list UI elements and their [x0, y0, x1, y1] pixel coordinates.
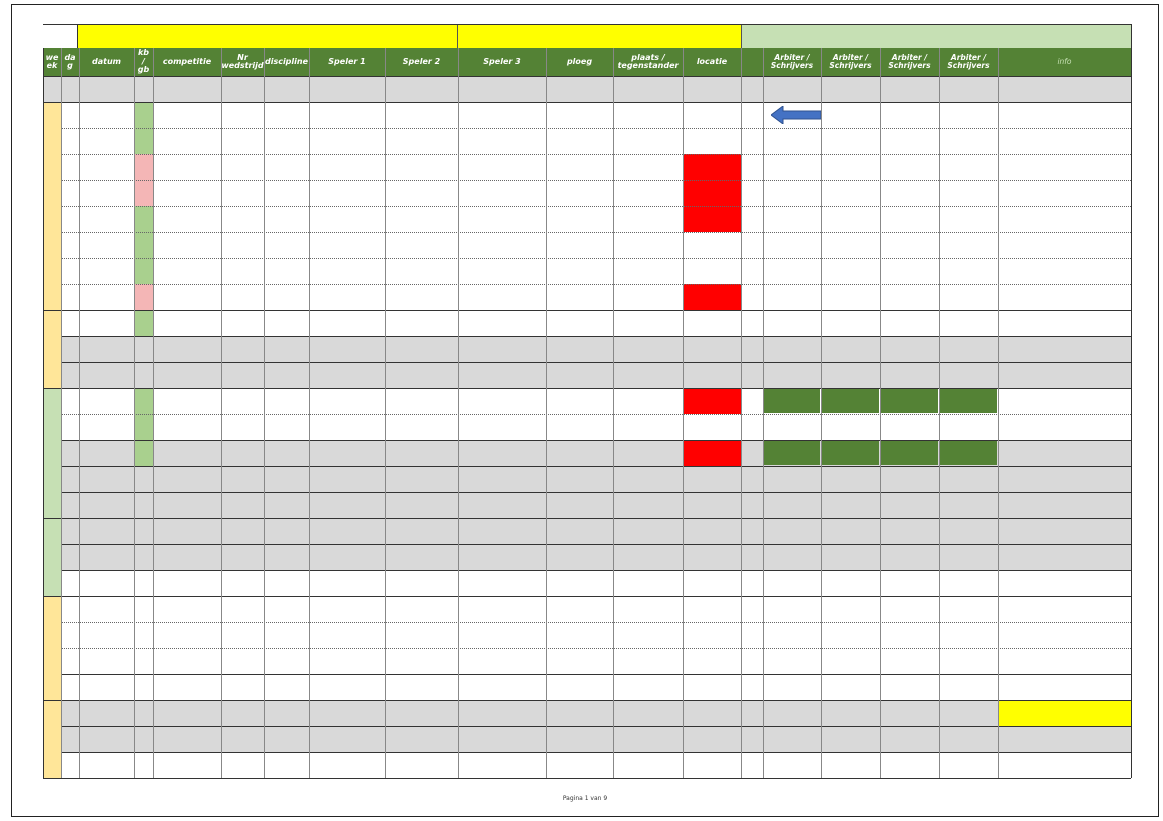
match-number-cell: [221, 128, 264, 154]
date-cell: [79, 76, 134, 102]
note-cell: [821, 102, 1131, 128]
grid-line: [385, 48, 386, 778]
grid-line: [43, 24, 1131, 25]
time-cell: [741, 232, 763, 258]
grid-line: [221, 48, 222, 778]
team-cell: [546, 154, 613, 180]
players-cell: [309, 284, 546, 310]
kb-gb-cell: [134, 440, 153, 466]
holiday-cell: [309, 466, 546, 492]
update-date: [601, 24, 681, 48]
opponent-cell: [613, 258, 683, 284]
team-cell: [546, 128, 613, 154]
column-header: [741, 48, 763, 76]
kb-gb-cell: [134, 206, 153, 232]
date-cell: [79, 596, 134, 622]
match-number-cell: [221, 258, 264, 284]
column-header: ploeg: [546, 48, 613, 76]
players-cell: [309, 206, 546, 232]
opponent-cell: [613, 414, 683, 440]
week-number: [43, 700, 61, 712]
date-cell: [79, 492, 134, 518]
competition-cell: [153, 102, 221, 128]
day-cell: [61, 466, 79, 492]
grid-line: [43, 48, 44, 778]
holiday-cell: [309, 518, 546, 544]
discipline-cell: [264, 102, 309, 128]
arbiter-cell: [940, 389, 997, 413]
time-cell: [741, 206, 763, 232]
week-letter: [43, 441, 61, 453]
match-number-cell: [221, 284, 264, 310]
grid-line: [741, 24, 742, 48]
date-cell: [79, 362, 134, 388]
column-header: datum: [79, 48, 134, 76]
grid-line: [1131, 24, 1132, 48]
holiday-cell: [309, 492, 546, 518]
location-cell: [683, 128, 741, 154]
grid-line: [61, 778, 1131, 779]
date-cell: [79, 570, 134, 596]
opponent-cell: [613, 102, 683, 128]
date-cell: [79, 310, 134, 336]
location-cell: [683, 440, 741, 466]
competition-cell: [153, 310, 221, 336]
column-header: da g: [61, 48, 79, 76]
team-cell: [546, 180, 613, 206]
grid-line: [741, 48, 742, 778]
column-header: plaats / tegenstander: [613, 48, 683, 76]
grid-line: [43, 596, 61, 597]
date-cell: [79, 622, 134, 648]
discipline-cell: [264, 154, 309, 180]
arbiter-cell: [881, 441, 938, 465]
discipline-cell: [264, 258, 309, 284]
date-cell: [79, 648, 134, 674]
column-header: kb / gb: [134, 48, 153, 76]
discipline-cell: [264, 206, 309, 232]
grid-line: [43, 102, 61, 103]
day-cell: [61, 648, 79, 674]
grid-line: [309, 48, 310, 778]
week-letter: [43, 429, 61, 441]
day-cell: [61, 76, 79, 102]
date-cell: [79, 544, 134, 570]
date-cell: [79, 700, 134, 726]
kb-gb-cell: [134, 414, 153, 440]
location-cell: [683, 102, 741, 128]
day-cell: [61, 596, 79, 622]
competition-cell: [153, 154, 221, 180]
players-cell: [309, 128, 546, 154]
date-cell: [79, 518, 134, 544]
grid-line: [613, 48, 614, 778]
day-cell: [61, 752, 79, 778]
date-cell: [79, 752, 134, 778]
kb-gb-cell: [134, 154, 153, 180]
time-cell: [741, 154, 763, 180]
kb-gb-cell: [134, 258, 153, 284]
grid-line: [821, 48, 822, 778]
column-header: Speler 1: [309, 48, 385, 76]
grid-line: [43, 76, 61, 77]
week-block: [43, 388, 61, 596]
team-cell: [546, 284, 613, 310]
time-cell: [741, 284, 763, 310]
date-cell: [79, 232, 134, 258]
location-cell: [683, 154, 741, 180]
date-cell: [79, 440, 134, 466]
discipline-cell: [264, 440, 309, 466]
players-cell: [309, 440, 546, 466]
grid-line: [43, 310, 61, 311]
discipline-cell: [264, 232, 309, 258]
date-cell: [79, 206, 134, 232]
date-cell: [79, 726, 134, 752]
players-cell: [309, 388, 546, 414]
team-cell: [546, 206, 613, 232]
day-cell: [61, 206, 79, 232]
update-label: [506, 24, 561, 48]
week-letter: [43, 648, 61, 660]
arbiter-cell: [822, 389, 879, 413]
day-cell: [61, 518, 79, 544]
grid-line: [457, 24, 458, 48]
players-cell: [309, 310, 546, 336]
competition-cell: [153, 440, 221, 466]
grid-line: [458, 48, 459, 778]
week-number: [43, 76, 61, 88]
grid-line: [43, 518, 61, 519]
column-header: Speler 2: [385, 48, 458, 76]
grid-line: [763, 48, 764, 778]
discipline-cell: [264, 414, 309, 440]
competition-cell: [153, 206, 221, 232]
match-number-cell: [221, 180, 264, 206]
week-letter: [43, 218, 61, 230]
grid-line: [153, 48, 154, 778]
grid-line: [546, 48, 547, 778]
column-header: Arbiter / Schrijvers: [880, 48, 939, 76]
column-header: competitie: [153, 48, 221, 76]
day-cell: [61, 310, 79, 336]
day-cell: [61, 544, 79, 570]
discipline-cell: [264, 310, 309, 336]
location-cell: [683, 388, 741, 414]
location-cell: [683, 258, 741, 284]
grid-line: [43, 778, 61, 779]
day-cell: [61, 232, 79, 258]
day-cell: [61, 674, 79, 700]
location-cell: [683, 180, 741, 206]
column-header: Arbiter / Schrijvers: [821, 48, 880, 76]
location-cell: [683, 310, 741, 336]
kb-gb-cell: [134, 388, 153, 414]
team-cell: [546, 102, 613, 128]
grid-line: [61, 48, 62, 778]
column-header: we ek: [43, 48, 61, 76]
holiday-cell: [309, 648, 546, 674]
column-header: Arbiter / Schrijvers: [763, 48, 821, 76]
date-cell: [79, 466, 134, 492]
arbiter-cell: [822, 441, 879, 465]
time-cell: [741, 180, 763, 206]
week-number: [43, 518, 61, 530]
opponent-cell: [613, 310, 683, 336]
kb-gb-cell: [134, 128, 153, 154]
week-letter: [43, 194, 61, 206]
grid-line: [79, 48, 80, 778]
arbiter-cell: [881, 389, 938, 413]
competition-cell: [153, 232, 221, 258]
day-cell: [61, 440, 79, 466]
match-number-cell: [221, 310, 264, 336]
grid-line: [998, 48, 999, 778]
week-letter: [43, 206, 61, 218]
day-cell: [61, 362, 79, 388]
column-header: discipline: [264, 48, 309, 76]
column-header: info: [998, 48, 1131, 76]
kb-gb-cell: [134, 102, 153, 128]
opponent-cell: [613, 180, 683, 206]
spreadsheet-page: [11, 4, 1159, 817]
day-cell: [61, 700, 79, 726]
info-cell: [998, 700, 1131, 726]
discipline-cell: [264, 388, 309, 414]
day-cell: [61, 492, 79, 518]
opponent-cell: [613, 284, 683, 310]
day-cell: [61, 622, 79, 648]
players-cell: [309, 258, 546, 284]
column-header: locatie: [683, 48, 741, 76]
location-cell: [683, 206, 741, 232]
competition-cell: [153, 414, 221, 440]
kb-gb-cell: [134, 232, 153, 258]
time-cell: [741, 102, 763, 128]
discipline-cell: [264, 284, 309, 310]
kb-gb-cell: [134, 310, 153, 336]
week-number: [43, 310, 61, 322]
grid-line: [264, 48, 265, 778]
time-cell: [741, 128, 763, 154]
competition-cell: [153, 180, 221, 206]
grid-line: [880, 48, 881, 778]
holiday-cell: [309, 674, 546, 700]
competition-cell: [153, 258, 221, 284]
week-letter: [43, 660, 61, 672]
players-cell: [309, 102, 546, 128]
grid-line: [939, 48, 940, 778]
discipline-cell: [264, 180, 309, 206]
kb-gb-cell: [134, 180, 153, 206]
match-number-cell: [221, 206, 264, 232]
competition-cell: [153, 128, 221, 154]
players-cell: [309, 154, 546, 180]
match-number-cell: [221, 232, 264, 258]
column-header: Arbiter / Schrijvers: [939, 48, 998, 76]
players-cell: [309, 414, 546, 440]
info-cell: [998, 518, 1131, 544]
team-cell: [546, 232, 613, 258]
day-cell: [61, 726, 79, 752]
grid-line: [43, 700, 61, 701]
week-letter: [43, 636, 61, 648]
location-cell: [683, 232, 741, 258]
grid-line: [77, 24, 78, 48]
arbiter-cell: [940, 441, 997, 465]
season-label: [231, 24, 401, 48]
arbiter-cell: [764, 389, 820, 413]
column-header: Speler 3: [458, 48, 546, 76]
week-letter: [43, 624, 61, 636]
opponent-cell: [613, 128, 683, 154]
day-cell: [61, 570, 79, 596]
arbiters-title: [821, 24, 981, 48]
opponent-cell: [613, 206, 683, 232]
week-letter: [43, 465, 61, 477]
week-letter: [43, 182, 61, 194]
match-number-cell: [221, 414, 264, 440]
left-arrow-icon: [771, 106, 821, 124]
players-cell: [309, 180, 546, 206]
location-cell: [683, 284, 741, 310]
info-cell: [998, 336, 1131, 362]
grid-line: [683, 48, 684, 778]
date-cell: [79, 674, 134, 700]
info-title: [1036, 24, 1096, 48]
column-header: Nr wedstrijd: [221, 48, 264, 76]
opponent-cell: [613, 232, 683, 258]
info-cell: [998, 310, 1131, 336]
opponent-cell: [613, 154, 683, 180]
grid-line: [134, 48, 135, 778]
location-cell: [683, 414, 741, 440]
match-number-cell: [221, 102, 264, 128]
grid-line: [1131, 48, 1132, 778]
players-cell: [309, 232, 546, 258]
date-cell: [79, 336, 134, 362]
day-cell: [61, 336, 79, 362]
agenda-label: [457, 24, 501, 48]
arbiter-cell: [764, 441, 820, 465]
week-letter: [43, 453, 61, 465]
kb-gb-cell: [134, 284, 153, 310]
page-footer: Pagina 1 van 9: [562, 795, 608, 802]
competition-cell: [153, 284, 221, 310]
competition-cell: [153, 388, 221, 414]
match-number-cell: [221, 154, 264, 180]
grid-line: [43, 388, 61, 389]
discipline-cell: [264, 128, 309, 154]
